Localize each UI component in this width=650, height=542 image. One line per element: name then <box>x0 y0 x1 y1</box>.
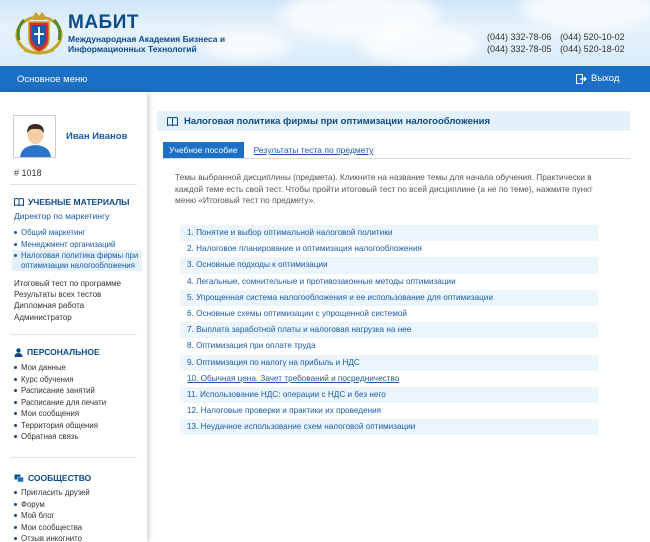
messages-link[interactable]: Мои сообщения <box>12 408 142 420</box>
user-profile <box>13 115 127 158</box>
topic-label: 9. Оптимизация по налогу на прибыль и НДС <box>187 357 360 367</box>
topic-item[interactable] <box>180 387 598 403</box>
phone-row <box>487 43 631 55</box>
phone-number: (044) 332-78-05 <box>487 44 552 54</box>
section-title-label: ПЕРСОНАЛЬНОЕ <box>27 347 100 357</box>
logout-button[interactable] <box>576 73 619 84</box>
community-area-link[interactable]: Территория общения <box>12 420 142 432</box>
topic-item[interactable] <box>180 322 598 338</box>
topic-item[interactable] <box>180 419 598 435</box>
site-header <box>0 0 650 66</box>
topic-label: 3. Основные подходы к оптимизации <box>187 260 328 270</box>
topic-item[interactable] <box>180 338 598 354</box>
user-name[interactable]: Иван Иванов <box>66 131 128 142</box>
topic-item[interactable] <box>180 290 598 306</box>
topic-label: 2. Налоговое планирование и оптимизация налогообложения <box>187 244 422 254</box>
topic-item[interactable] <box>180 403 598 419</box>
topic-label: 7. Выплата заработной платы и налоговая нагрузка на нее <box>187 325 412 335</box>
anonymous-review-link[interactable]: Отзыв инкогнито <box>12 533 142 542</box>
personal-section-title <box>14 347 100 357</box>
topic-label: 13. Неудачное использование схем налоговой оптимизации <box>187 422 416 432</box>
topic-label: 5. Упрощенная система налогообложения и ее использование для оптимизации <box>187 292 493 302</box>
topic-label: 11. Использование НДС: операции с НДС и без него <box>187 389 386 399</box>
intro-text: Темы выбранной дисциплины (предмета). Кликните на название темы для начала обучения. Практически в каждой теме есть свой тест. Чтобы пройти итоговый тест по всей дисциплине (а не по теме), нажмите пункт меню «Итоговый тест по предмету». <box>175 172 593 205</box>
course-item-active[interactable]: Налоговая политика фирмы при оптимизации налогообложения <box>12 250 142 271</box>
brand-name[interactable]: МАБИТ <box>68 12 139 33</box>
my-data-link[interactable]: Мои данные <box>12 362 142 374</box>
phone-number: (044) 520-10-02 <box>560 32 625 42</box>
avatar[interactable] <box>13 115 56 158</box>
course-list <box>12 227 142 271</box>
final-test-link[interactable]: Итоговый тест по программе <box>14 279 122 288</box>
my-blog-link[interactable]: Мой блог <box>12 510 142 522</box>
admin-link[interactable]: Администратор <box>14 312 72 322</box>
phone-number: (044) 332-78-06 <box>487 32 552 42</box>
page-title: Налоговая политика фирмы при оптимизации налогообложения <box>184 115 490 127</box>
user-id: # 1018 <box>14 168 42 178</box>
divider <box>10 457 137 458</box>
personal-list <box>12 362 142 443</box>
main-menu-link[interactable]: Основное меню <box>17 74 88 85</box>
community-section-title <box>14 473 91 483</box>
section-title-label: СООБЩЕСТВО <box>28 473 92 483</box>
topic-item[interactable] <box>180 306 598 322</box>
extra-links <box>14 278 121 323</box>
divider <box>10 334 137 335</box>
topic-label: 10. Обычная цена. Зачет требований и посредничество <box>187 373 400 383</box>
page-title-bar <box>157 111 630 131</box>
schedule-link[interactable]: Расписание занятий <box>12 385 142 397</box>
topic-item[interactable] <box>180 355 598 371</box>
invite-friends-link[interactable]: Пригласить друзей <box>12 487 142 499</box>
topic-item[interactable] <box>180 241 598 257</box>
course-item[interactable]: Общий маркетинг <box>12 227 142 239</box>
all-results-link[interactable]: Результаты всех тестов <box>14 290 102 300</box>
section-title-label: УЧЕБНЫЕ МАТЕРИАЛЫ <box>28 197 130 207</box>
phone-numbers <box>487 31 631 55</box>
sidebar <box>0 92 147 542</box>
phone-number: (044) 520-18-02 <box>560 44 625 54</box>
content-tabs <box>163 142 373 158</box>
brand-subtitle: Международная Академия Бизнеса и Информационных Технологий <box>68 34 226 54</box>
book-icon <box>167 117 178 126</box>
divider <box>163 158 630 159</box>
phone-row <box>487 31 631 43</box>
community-list <box>12 487 142 542</box>
academy-emblem-icon[interactable] <box>14 10 64 56</box>
tab-test-results[interactable]: Результаты теста по предмету <box>253 145 374 155</box>
topic-item[interactable] <box>180 257 598 273</box>
thesis-link[interactable]: Дипломная работа <box>14 301 85 311</box>
topic-label: 4. Легальные, сомнительные и противозаконные методы оптимизации <box>187 276 456 286</box>
feedback-link[interactable]: Обратная связь <box>12 431 142 443</box>
divider <box>10 184 137 185</box>
main-navbar <box>0 66 650 92</box>
community-icon <box>14 474 24 483</box>
tab-study-guide[interactable]: Учебное пособие <box>163 142 244 158</box>
my-communities-link[interactable]: Мои сообщества <box>12 522 142 534</box>
course-item[interactable]: Менеджмент организаций <box>12 239 142 251</box>
book-icon <box>14 198 24 206</box>
course-link[interactable]: Курс обучения <box>12 374 142 386</box>
print-schedule-link[interactable]: Расписание для печати <box>12 397 142 409</box>
program-link[interactable]: Директор по маркетингу <box>14 211 110 221</box>
topic-label: 12. Налоговые проверки и практики их проведения <box>187 406 382 416</box>
person-icon <box>14 348 23 357</box>
forum-link[interactable]: Форум <box>12 499 142 511</box>
topic-label: 8. Оптимизация при оплате труда <box>187 341 316 351</box>
topic-label: 6. Основные схемы оптимизации с упрощенной системой <box>187 308 407 318</box>
topic-item[interactable] <box>180 225 598 241</box>
topic-list <box>180 225 598 435</box>
logout-icon <box>576 74 587 84</box>
topic-item[interactable] <box>180 371 598 387</box>
logout-label: Выход <box>591 73 620 84</box>
topic-label: 1. Понятие и выбор оптимальной налоговой политики <box>187 228 393 237</box>
topic-item[interactable] <box>180 274 598 290</box>
user-avatar-icon <box>14 116 56 158</box>
materials-section-title <box>14 197 130 207</box>
